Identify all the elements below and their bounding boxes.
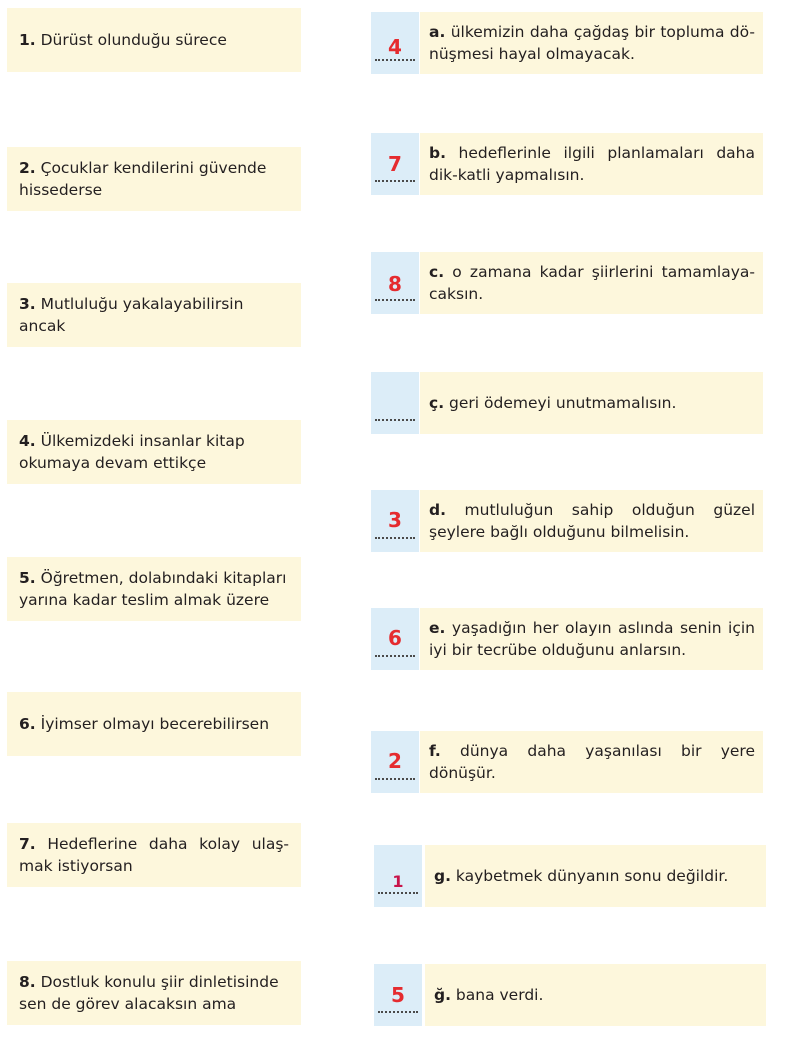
item-text: Çocuklar kendilerini güvende hissederse [19,159,267,199]
item-number: 6. [19,715,36,733]
answer-box-f[interactable] [371,731,419,793]
item-text: Dürüst olunduğu sürece [40,31,227,49]
answer-box-a[interactable] [371,12,419,74]
item-number: 2. [19,159,36,177]
item-text: mutluluğun sahip olduğun güzel şeylere bağlı olduğunu bilmelisin. [429,501,755,541]
answer-box-ç[interactable] [371,372,419,434]
item-number: 7. [19,835,36,853]
answer-box-b[interactable] [371,133,419,195]
answer-blank [375,778,415,780]
answer-value: 1 [392,872,404,891]
item-text: o zamana kadar şiirlerini tamamlaya-caksın. [429,263,755,303]
answer-value: 3 [388,508,402,532]
answer-blank [375,537,415,539]
left-item-6 [7,692,301,756]
item-text: İyimser olmayı becerebilirsen [40,715,270,733]
answer-blank [375,59,415,61]
answer-value: 6 [388,626,402,650]
item-number: 4. [19,432,36,450]
right-item-g [425,845,766,907]
left-item-5 [7,557,301,621]
left-item-7 [7,823,301,887]
item-text: Hedeflerine daha kolay ulaş-mak istiyorsan [19,835,289,875]
right-item-f [420,731,763,793]
item-letter: g. [434,867,451,885]
item-letter: c. [429,263,445,281]
item-text: Mutluluğu yakalayabilirsin ancak [19,295,244,335]
left-item-2 [7,147,301,211]
item-text: dünya daha yaşanılası bir yere dönüşür. [429,742,755,782]
right-item-c [420,252,763,314]
answer-box-d[interactable] [371,490,419,552]
item-letter: f. [429,742,441,760]
answer-blank [375,180,415,182]
left-item-3 [7,283,301,347]
item-letter: b. [429,144,446,162]
answer-value: 4 [388,35,402,59]
item-text: yaşadığın her olayın aslında senin için iyi bir tecrübe olduğunu anlarsın. [429,619,755,659]
item-text: kaybetmek dünyanın sonu değildir. [455,867,729,885]
answer-blank [378,1011,418,1013]
answer-value: 7 [388,152,402,176]
item-letter: a. [429,23,446,41]
item-text: Dostluk konulu şiir dinletisinde sen de görev alacaksın ama [19,973,279,1013]
answer-blank [375,419,415,421]
right-item-a [420,12,763,74]
answer-blank [375,299,415,301]
item-letter: e. [429,619,446,637]
answer-value: 5 [391,983,405,1007]
right-item-ğ [425,964,766,1026]
item-number: 5. [19,569,36,587]
item-number: 3. [19,295,36,313]
right-item-d [420,490,763,552]
answer-box-g[interactable] [374,845,422,907]
item-text: Ülkemizdeki insanlar kitap okumaya devam ettikçe [19,432,245,472]
right-item-ç [420,372,763,434]
answer-box-e[interactable] [371,608,419,670]
left-item-1 [7,8,301,72]
item-letter: ç. [429,394,445,412]
item-letter: d. [429,501,446,519]
answer-box-ğ[interactable] [374,964,422,1026]
item-number: 8. [19,973,36,991]
item-text: hedeflerinle ilgili planlamaları daha dik-katli yapmalısın. [429,144,755,184]
answer-box-c[interactable] [371,252,419,314]
item-text: ülkemizin daha çağdaş bir topluma dö-nüşmesi hayal olmayacak. [429,23,755,63]
right-item-b [420,133,763,195]
item-number: 1. [19,31,36,49]
answer-blank [378,892,418,894]
item-text: bana verdi. [455,986,544,1004]
left-item-4 [7,420,301,484]
answer-blank [375,655,415,657]
right-item-e [420,608,763,670]
item-text: Öğretmen, dolabındaki kitapları yarına kadar teslim almak üzere [19,569,287,609]
item-letter: ğ. [434,986,451,1004]
answer-value: 2 [388,749,402,773]
answer-value: 8 [388,272,402,296]
item-text: geri ödemeyi unutmamalısın. [449,394,677,412]
left-item-8 [7,961,301,1025]
